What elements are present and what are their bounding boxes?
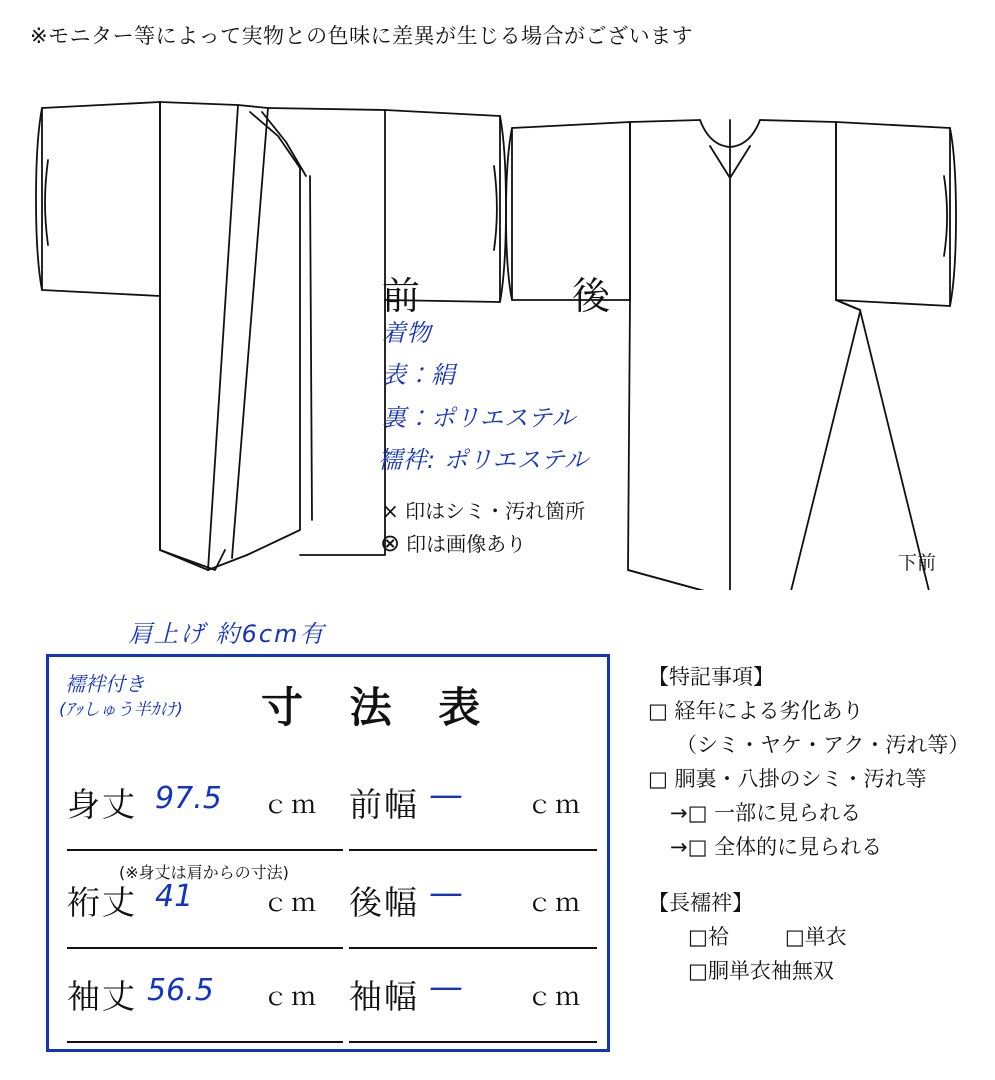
tokki-item-0[interactable]: □ 経年による劣化あり bbox=[648, 699, 864, 724]
back-view-label: 後 bbox=[572, 274, 611, 318]
measure-unit: ｃｍ bbox=[263, 982, 320, 1011]
measure-cell-sodehaba bbox=[349, 957, 597, 1053]
handwriting-juban: 襦袢: ポリエステル bbox=[378, 446, 589, 474]
nagajuban-header: 【長襦袢】 bbox=[648, 891, 753, 916]
measure-label: 袖丈 bbox=[67, 977, 137, 1016]
handwriting-ura: 裏：ポリエステル bbox=[382, 404, 576, 432]
measure-value: 56.5 bbox=[147, 973, 214, 1008]
measure-unit: ｃｍ bbox=[527, 790, 584, 819]
measure-unit: ｃｍ bbox=[527, 982, 584, 1011]
juban-note-line2: (ｱｯしゅう半ｶけ) bbox=[59, 700, 183, 720]
measure-value: — bbox=[429, 873, 463, 913]
tokki-item-1: （シミ・ヤケ・アク・汚れ等） bbox=[676, 733, 970, 758]
handwriting-omote: 表：絹 bbox=[382, 361, 456, 389]
measure-cell-sodetake bbox=[67, 957, 343, 1053]
measure-cell-ushirohaba bbox=[349, 863, 597, 959]
measure-label: 裄丈 bbox=[67, 883, 137, 922]
tokki-header: 【特記事項】 bbox=[648, 665, 774, 689]
shitamae-label: 下前 bbox=[898, 552, 937, 574]
notes-panel bbox=[648, 660, 978, 988]
table-title: 寸 法 表 bbox=[261, 683, 497, 732]
rule-line bbox=[67, 947, 343, 949]
measure-value: 41 bbox=[155, 879, 194, 914]
measure-label: 身丈 bbox=[67, 785, 137, 824]
rule-line bbox=[349, 1041, 597, 1043]
front-view-label: 前 bbox=[382, 274, 421, 318]
measurement-table bbox=[46, 654, 610, 1052]
nagajuban-option-dohitoe[interactable]: □胴単衣袖無双 bbox=[688, 959, 834, 984]
measure-cell-maehaba bbox=[349, 765, 597, 861]
table-row bbox=[49, 863, 607, 959]
rule-line bbox=[349, 849, 597, 851]
table-row bbox=[49, 765, 607, 882]
kimono-diagram bbox=[0, 50, 995, 590]
measure-cell-mitake bbox=[67, 765, 343, 882]
measure-unit: ｃｍ bbox=[263, 888, 320, 917]
juban-note-line1: 襦袢付き bbox=[65, 672, 145, 696]
kataage-handwritten-note: 肩上げ 約6cm有 bbox=[128, 620, 326, 648]
measure-unit: ｃｍ bbox=[263, 790, 320, 819]
mitake-sub-note: (※身丈は肩からの寸法) bbox=[119, 863, 289, 882]
measure-value: — bbox=[429, 967, 463, 1007]
rule-line bbox=[67, 849, 343, 851]
tokki-item-4[interactable]: →□ 全体的に見られる bbox=[670, 835, 883, 860]
image-mark-legend: 印は画像あり bbox=[406, 532, 527, 556]
measure-value: — bbox=[429, 775, 463, 815]
table-row bbox=[49, 957, 607, 1053]
measure-label: 後幅 bbox=[349, 883, 419, 922]
notes-spacer bbox=[648, 864, 978, 886]
stain-mark-legend: × 印はシミ・汚れ箇所 bbox=[382, 499, 586, 523]
tokki-item-2[interactable]: □ 胴裏・八掛のシミ・汚れ等 bbox=[648, 767, 927, 792]
measure-value: 97.5 bbox=[155, 781, 222, 816]
color-disclaimer-note: ※モニター等によって実物との色味に差異が生じる場合がございます bbox=[30, 24, 694, 48]
circled-x-icon: ⊗ bbox=[380, 528, 401, 557]
nagajuban-option-hitoe[interactable]: □単衣 bbox=[784, 925, 847, 950]
measure-unit: ｃｍ bbox=[527, 888, 584, 917]
nagajuban-option-awase[interactable]: □袷 bbox=[688, 925, 729, 950]
tokki-item-3[interactable]: →□ 一部に見られる bbox=[670, 801, 862, 826]
rule-line bbox=[67, 1041, 343, 1043]
measure-label: 袖幅 bbox=[349, 977, 419, 1016]
rule-line bbox=[349, 947, 597, 949]
image-mark-legend-row bbox=[380, 528, 526, 557]
nagajuban-options-row bbox=[648, 920, 978, 954]
handwriting-kimono: 着物 bbox=[382, 319, 431, 347]
measure-label: 前幅 bbox=[349, 785, 419, 824]
measure-cell-yukitake bbox=[67, 863, 343, 959]
